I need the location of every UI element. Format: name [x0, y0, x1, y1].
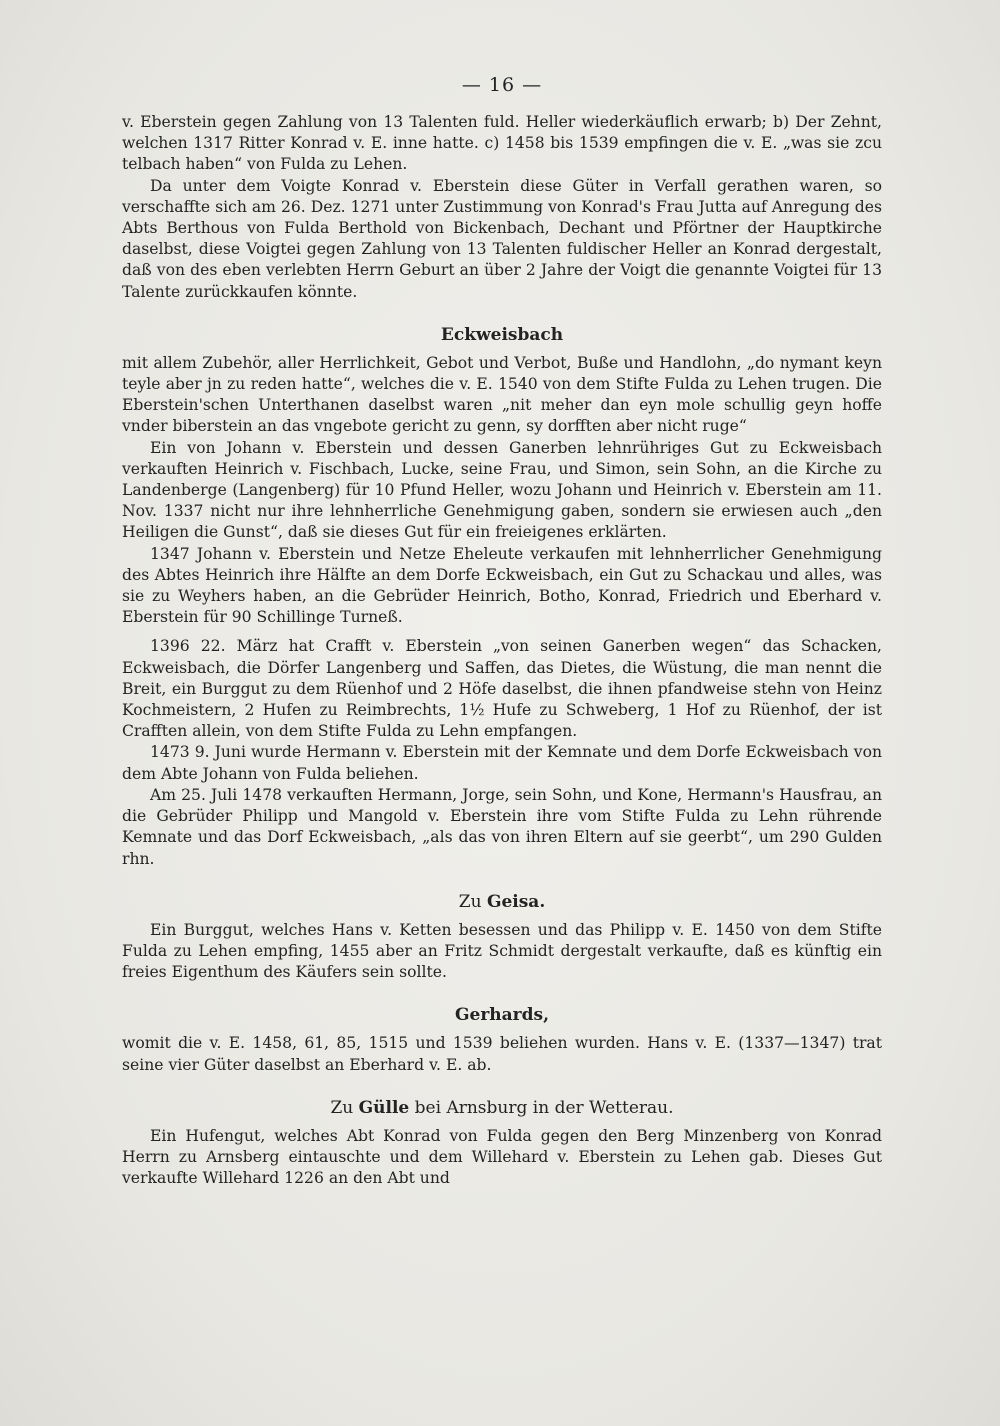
- paragraph-2: Da unter dem Voigte Konrad v. Eberstein diese Güter in Verfall gerathen waren, so verschaffte sich am 26. Dez. 1271 unter Zustimmung von Konrad's Frau Jutta auf Anregung des Abts Berthous von Fulda Berthold von Bickenbach, Dechant und Pförtner der Hauptkirche daselbst, diese Voigtei gegen Zahlung von 13 Talenten fuldischer Heller an Konrad dergestalt, daß von des eben verlebten Herrn Geburt an über 2 Jahre der Voigt die genannte Voigtei für 13 Talente zurückkaufen könnte.: [122, 176, 882, 301]
- paragraph-8: Am 25. Juli 1478 verkauften Hermann, Jorge, sein Sohn, und Kone, Hermann's Hausfrau, an die Gebrüder Philipp und Mangold v. Eberstein ihre vom Stifte Fulda zu Lehn rührende Kemnate und das Dorf Eckweisbach, „als das von ihren Eltern auf sie geerbt“, um 290 Gulden rhn.: [122, 785, 882, 868]
- paragraph-11: Ein Hufengut, welches Abt Konrad von Fulda gegen den Berg Minzenberg von Konrad Herrn zu Arnsberg eintauschte und dem Willehard v. Eberstein zu Lehen gab. Dieses Gut verkaufte Willehard 1226 an den Abt und: [122, 1126, 882, 1188]
- paragraph-7: 1473 9. Juni wurde Hermann v. Eberstein mit der Kemnate und dem Dorfe Eckweisbach von dem Abte Johann von Fulda beliehen.: [122, 743, 882, 783]
- heading-title: Eckweisbach: [440, 324, 564, 345]
- heading-suffix: bei Arnsburg in der Wetterau.: [409, 1097, 674, 1118]
- spacer: [122, 628, 882, 636]
- paragraph-9: Ein Burggut, welches Hans v. Ketten besessen und das Philipp v. E. 1450 von dem Stifte Fulda zu Lehen empfing, 1455 aber an Fritz Schmidt dergestalt verkaufte, daß es künftig ein freies Eigenthum des Käufers sein sollte.: [122, 920, 882, 982]
- section-heading-eckweisbach: [122, 323, 882, 347]
- heading-prefix: Zu: [458, 891, 487, 912]
- paragraph-10: womit die v. E. 1458, 61, 85, 1515 und 1539 beliehen wurden. Hans v. E. (1337—1347) trat seine vier Güter daselbst an Eberhard v. E. ab.: [122, 1034, 882, 1074]
- page-number: — 16 —: [461, 74, 543, 96]
- section-heading-geisa: [122, 890, 882, 914]
- heading-prefix: Zu: [330, 1097, 359, 1118]
- paragraph-4: Ein von Johann v. Eberstein und dessen Ganerben lehnrühriges Gut zu Eckweisbach verkauften Heinrich v. Fischbach, Lucke, seine Frau, und Simon, sein Sohn, an die Kirche zu Landenberge (Langenberg) für 10 Pfund Heller, wozu Johann und Heinrich v. Eberstein am 11. Nov. 1337 nicht nur ihre lehnherrliche Genehmigung gaben, sondern sie erwiesen auch „den Heiligen die Gunst“, daß sie dieses Gut für ein freieigenes erklärten.: [122, 438, 882, 542]
- heading-title: Gülle: [358, 1097, 410, 1118]
- paragraph-1: v. Eberstein gegen Zahlung von 13 Talenten fuld. Heller wiederkäuflich erwarb; b) Der Zehnt, welchen 1317 Ritter Konrad v. E. inne hatte. c) 1458 bis 1539 empfingen die v. E. „was sie zcu telbach haben“ von Fulda zu Lehen.: [122, 113, 882, 174]
- paragraph-5: 1347 Johann v. Eberstein und Netze Eheleute verkaufen mit lehnherrlicher Genehmigung des Abtes Heinrich ihre Hälfte an dem Dorfe Eckweisbach, ein Gut zu Schackau und alles, was sie zu Weyhers haben, an die Gebrüder Heinrich, Botho, Konrad, Friedrich und Eberhard v. Eberstein für 90 Schillinge Turneß.: [122, 544, 882, 627]
- heading-title: Gerhards,: [455, 1005, 549, 1026]
- paragraph-6: 1396 22. März hat Crafft v. Eberstein „von seinen Ganerben wegen“ das Schacken, Eckweisbach, die Dörfer Langenberg und Saffen, das Dietes, die Wüstung, die man nennt die Breit, ein Burggut zu dem Rüenhof und 2 Höfe daselbst, die ihnen pfandweise stehn von Heinz Kochmeistern, 2 Hufen zu Reimbrechts, 1½ Hufe zu Schweberg, 1 Hof zu Rüenhof, der ist Crafften allein, von dem Stifte Fulda zu Lehn empfangen.: [122, 637, 882, 741]
- section-heading-guelle: [122, 1096, 882, 1120]
- paragraph-3: mit allem Zubehör, aller Herrlichkeit, Gebot und Verbot, Buße und Handlohn, „do nymant keyn teyle aber jn zu reden hatte“, welches die v. E. 1540 von dem Stifte Fulda zu Lehen trugen. Die Eberstein'schen Unterthanen daselbst waren „nit meher dan eyn mole schullig geyn hoffe vnder biberstein an das vngebote gericht zu genn, sy dorfften aber nicht ruge“: [122, 353, 882, 436]
- section-heading-gerhards: [122, 1003, 882, 1027]
- heading-title: Geisa.: [486, 891, 546, 912]
